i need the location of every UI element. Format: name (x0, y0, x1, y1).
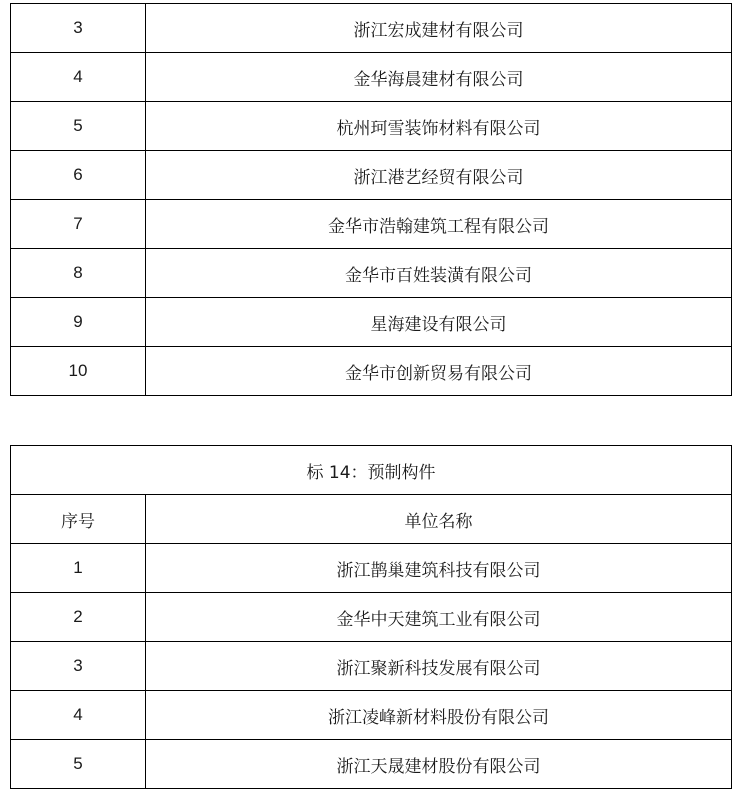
supplier-table-section-14 (10, 445, 732, 789)
table-row (11, 544, 732, 593)
supplier-table-continued (10, 3, 732, 396)
column-header-number: 序号 (11, 495, 146, 544)
row-number: 5 (11, 102, 146, 151)
row-number: 1 (11, 544, 146, 593)
row-number: 9 (11, 298, 146, 347)
table-row (11, 298, 732, 347)
company-name: 浙江天晟建材股份有限公司 (146, 740, 732, 789)
row-number: 2 (11, 593, 146, 642)
table-header-row (11, 495, 732, 544)
table-row (11, 249, 732, 298)
column-header-name: 单位名称 (146, 495, 732, 544)
row-number: 4 (11, 53, 146, 102)
table-title: 标 14：预制构件 (11, 446, 732, 495)
company-name: 杭州珂雪装饰材料有限公司 (146, 102, 732, 151)
row-number: 7 (11, 200, 146, 249)
company-name: 浙江港艺经贸有限公司 (146, 151, 732, 200)
table-row (11, 4, 732, 53)
company-name: 浙江聚新科技发展有限公司 (146, 642, 732, 691)
row-number: 10 (11, 347, 146, 396)
company-name: 金华市百姓装潢有限公司 (146, 249, 732, 298)
row-number: 5 (11, 740, 146, 789)
table-row (11, 347, 732, 396)
company-name: 金华中天建筑工业有限公司 (146, 593, 732, 642)
table-row (11, 200, 732, 249)
company-name: 金华市浩翰建筑工程有限公司 (146, 200, 732, 249)
company-name: 金华市创新贸易有限公司 (146, 347, 732, 396)
table-row (11, 53, 732, 102)
table-row (11, 691, 732, 740)
company-name: 金华海晨建材有限公司 (146, 53, 732, 102)
table-row (11, 740, 732, 789)
row-number: 3 (11, 4, 146, 53)
company-name: 浙江鹊巢建筑科技有限公司 (146, 544, 732, 593)
row-number: 6 (11, 151, 146, 200)
row-number: 8 (11, 249, 146, 298)
table-row (11, 102, 732, 151)
company-name: 浙江凌峰新材料股份有限公司 (146, 691, 732, 740)
table-row (11, 593, 732, 642)
company-name: 浙江宏成建材有限公司 (146, 4, 732, 53)
row-number: 3 (11, 642, 146, 691)
table-row (11, 642, 732, 691)
row-number: 4 (11, 691, 146, 740)
table-row (11, 151, 732, 200)
company-name: 星海建设有限公司 (146, 298, 732, 347)
table-title-row (11, 446, 732, 495)
